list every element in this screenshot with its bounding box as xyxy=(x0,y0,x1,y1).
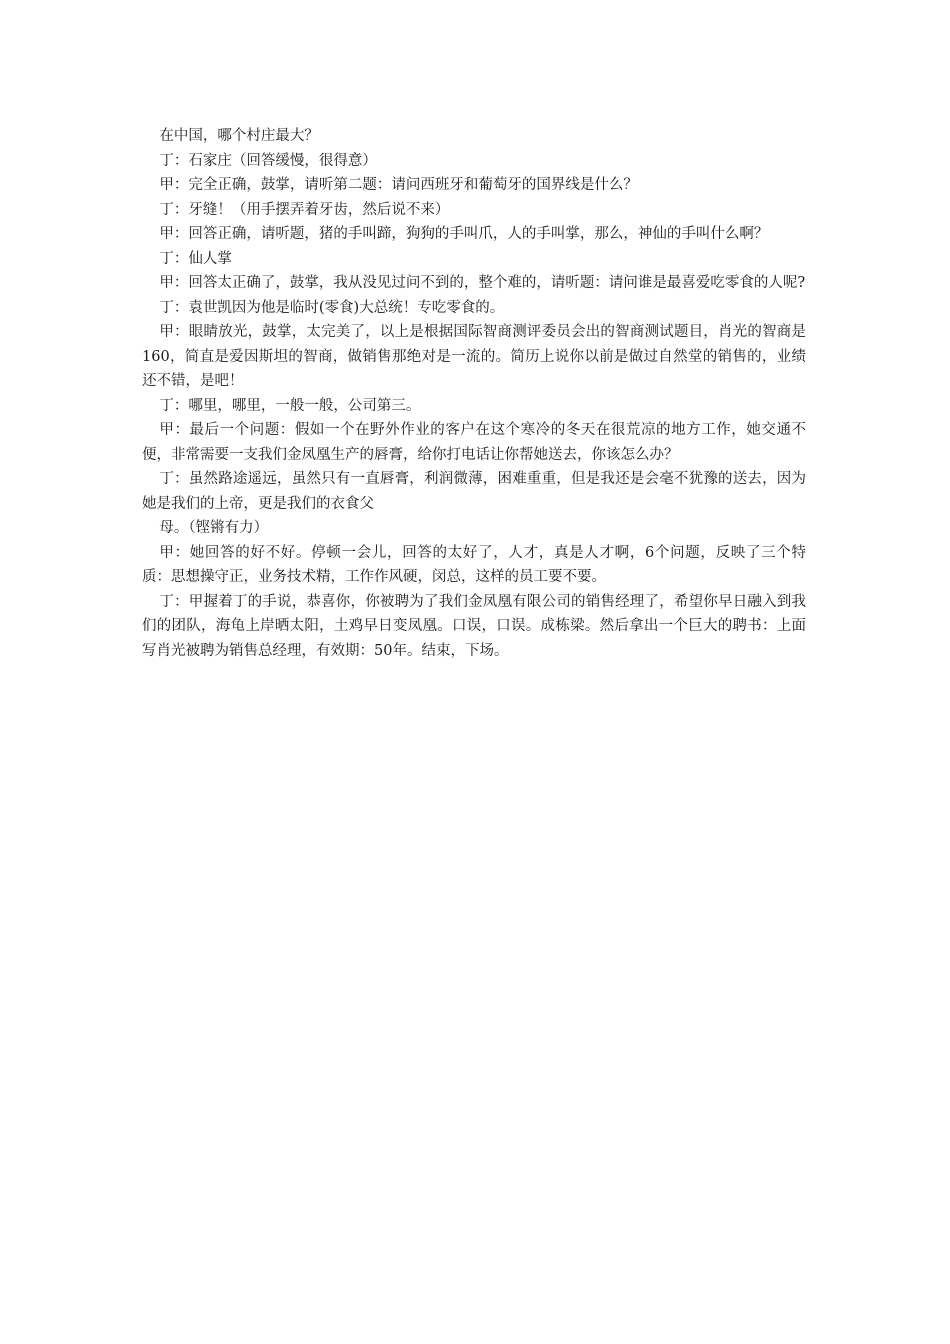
paragraph: 在中国，哪个村庄最大？ xyxy=(159,128,319,144)
paragraph: 丁：虽然路途遥远，虽然只有一直唇膏，利润微薄，困难重重，但是我还是会毫不犹豫的送去，因为她是我们的上帝，更是我们的衣食父 xyxy=(142,471,806,512)
document-body xyxy=(142,124,806,663)
paragraph: 丁：甲握着丁的手说，恭喜你，你被聘为了我们金凤凰有限公司的销售经理了，希望你早日融入到我们的团队，海龟上岸晒太阳，土鸡早日变凤凰。口误，口误。成栋梁。然后拿出一个巨大的聘书：上面写肖光被聘为销售总经理，有效期：50年。结束，下场。 xyxy=(142,593,806,659)
paragraph: 甲：完全正确，鼓掌，请听第二题：请问西班牙和葡萄牙的国界线是什么？ xyxy=(159,177,638,193)
paragraph: 甲：她回答的好不好。停顿一会儿，回答的太好了，人才，真是人才啊，6个问题，反映了三个特质：思想操守正，业务技术精，工作作风硬，闵总，这样的员工要不要。 xyxy=(142,544,806,585)
paragraph: 甲：眼睛放光，鼓掌，太完美了，以上是根据国际智商测评委员会出的智商测试题目，肖光的智商是160，简直是爱因斯坦的智商，做销售那绝对是一流的。简历上说你以前是做过自然堂的销售的，业绩还不错，是吧！ xyxy=(142,324,806,389)
paragraph: 甲：回答太正确了，鼓掌，我从没见过问不到的，整个难的，请听题：请问谁是最喜爱吃零食的人呢? xyxy=(159,275,806,291)
paragraph: 丁：石家庄（回答缓慢，很得意） xyxy=(159,152,377,169)
paragraph: 甲：回答正确，请听题，猪的手叫蹄，狗狗的手叫爪，人的手叫掌，那么，神仙的手叫什么啊？ xyxy=(159,226,769,242)
paragraph: 丁：牙缝！（用手摆弄着牙齿，然后说不来） xyxy=(159,201,450,218)
paragraph: 丁：哪里，哪里，一般一般，公司第三。 xyxy=(159,397,421,414)
paragraph: 母。（铿锵有力） xyxy=(159,520,269,536)
paragraph: 丁：袁世凯因为他是临时(零食)大总统！专吃零食的。 xyxy=(159,299,505,316)
paragraph: 丁：仙人掌 xyxy=(159,250,232,267)
paragraph: 甲：最后一个问题：假如一个在野外作业的客户在这个寒冷的冬天在很荒凉的地方工作，她交通不便，非常需要一支我们金凤凰生产的唇膏，给你打电话让你帮她送去，你该怎么办？ xyxy=(142,422,806,463)
